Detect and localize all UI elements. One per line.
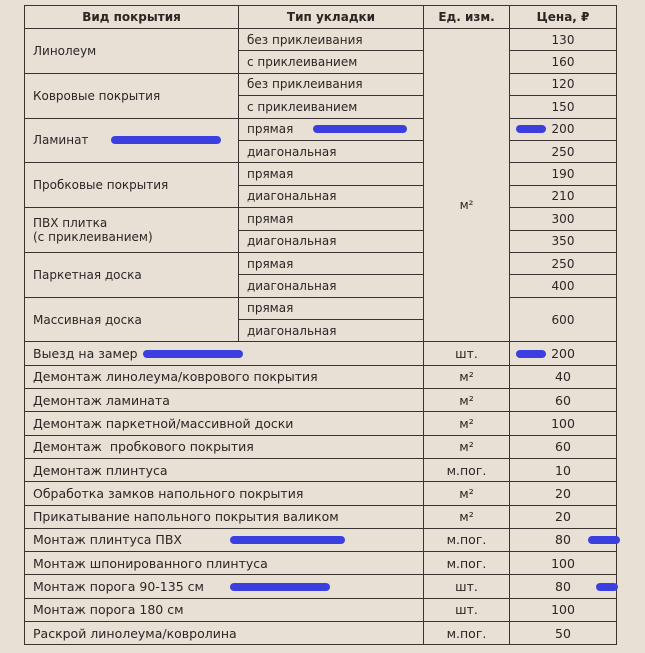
highlight-mark (313, 125, 407, 133)
price: 250 (510, 252, 617, 274)
covering-name: Линолеум (25, 29, 239, 74)
highlight-mark (143, 350, 243, 358)
method: диагональная (239, 320, 424, 342)
highlight-mark (596, 583, 618, 591)
method: прямая (247, 122, 294, 137)
covering-cell (25, 208, 239, 253)
price: 210 (510, 185, 617, 207)
table-row (25, 208, 617, 230)
service-name: Выезд на замер (33, 346, 138, 362)
service-cell (25, 575, 424, 598)
service-row (25, 575, 617, 598)
header-row (25, 6, 617, 29)
service-name: Прикатывание напольного покрытия валиком (25, 505, 424, 528)
covering-name: Ламинат (33, 133, 89, 148)
price: 120 (510, 73, 617, 95)
highlight-mark (230, 583, 330, 591)
method: с приклеиванием (239, 96, 424, 118)
price: 350 (510, 230, 617, 252)
service-name: Демонтаж плинтуса (25, 458, 424, 481)
service-unit: м.пог. (424, 622, 510, 645)
table-row (25, 163, 617, 185)
service-price: 200 (551, 346, 575, 362)
price-cell (510, 575, 617, 598)
price: 200 (551, 122, 575, 137)
service-unit: м² (424, 365, 510, 388)
service-unit: м² (424, 482, 510, 505)
service-row (25, 342, 617, 365)
service-row (25, 505, 617, 528)
service-name: Монтаж плинтуса ПВХ (33, 532, 182, 548)
covering-cell (25, 118, 239, 163)
service-cell (25, 528, 424, 551)
method: диагональная (239, 275, 424, 297)
method: прямая (239, 208, 424, 230)
service-name: Демонтаж ламината (25, 389, 424, 412)
method: прямая (239, 163, 424, 185)
header-price: Цена, ₽ (510, 6, 617, 29)
method: диагональная (239, 140, 424, 162)
price-cell (510, 342, 617, 365)
method: диагональная (239, 230, 424, 252)
service-price: 100 (510, 552, 617, 575)
service-name: Демонтаж паркетной/массивной доски (25, 412, 424, 435)
service-unit: м² (424, 412, 510, 435)
service-name: Демонтаж пробкового покрытия (25, 435, 424, 458)
price-cell (510, 528, 617, 551)
header-method: Тип укладки (239, 6, 424, 29)
service-row (25, 552, 617, 575)
method: прямая (239, 297, 424, 319)
service-name: Раскрой линолеума/ковролина (25, 622, 424, 645)
service-unit: м.пог. (424, 458, 510, 481)
service-price: 80 (555, 579, 571, 595)
highlight-mark (516, 125, 546, 133)
price: 150 (510, 96, 617, 118)
price: 160 (510, 51, 617, 73)
service-price: 100 (510, 598, 617, 621)
covering-name: Пробковые покрытия (25, 163, 239, 208)
service-row (25, 458, 617, 481)
method: диагональная (239, 185, 424, 207)
shared-unit: м² (424, 29, 510, 342)
service-unit: м.пог. (424, 528, 510, 551)
service-unit: м² (424, 505, 510, 528)
covering-name: ПВХ плитка (33, 216, 108, 231)
highlight-mark (230, 536, 345, 544)
service-row (25, 365, 617, 388)
highlight-mark (111, 136, 221, 144)
covering-name: Массивная доска (25, 297, 239, 342)
method: прямая (239, 252, 424, 274)
service-price: 40 (510, 365, 617, 388)
covering-note: (с приклеиванием) (33, 230, 153, 245)
service-row (25, 412, 617, 435)
price-table (24, 5, 617, 645)
highlight-mark (516, 350, 546, 358)
service-price: 80 (555, 532, 571, 548)
table-row (25, 297, 617, 319)
method: без приклеивания (239, 73, 424, 95)
header-type: Вид покрытия (25, 6, 239, 29)
service-unit: м² (424, 389, 510, 412)
header-unit: Ед. изм. (424, 6, 510, 29)
service-row (25, 389, 617, 412)
service-row (25, 435, 617, 458)
price: 400 (510, 275, 617, 297)
price: 130 (510, 29, 617, 51)
method: с приклеиванием (239, 51, 424, 73)
service-price: 60 (510, 389, 617, 412)
table-row (25, 118, 617, 140)
service-name: Обработка замков напольного покрытия (25, 482, 424, 505)
table-row (25, 73, 617, 95)
service-unit: шт. (424, 342, 510, 365)
service-price: 60 (510, 435, 617, 458)
service-name: Демонтаж линолеума/коврового покрытия (25, 365, 424, 388)
highlight-mark (588, 536, 620, 544)
covering-name: Ковровые покрытия (25, 73, 239, 118)
table-row (25, 29, 617, 51)
service-row (25, 482, 617, 505)
method: без приклеивания (239, 29, 424, 51)
service-row (25, 622, 617, 645)
price: 600 (510, 297, 617, 342)
service-price: 20 (510, 505, 617, 528)
price: 250 (510, 140, 617, 162)
service-unit: м.пог. (424, 552, 510, 575)
service-row (25, 528, 617, 551)
price: 190 (510, 163, 617, 185)
service-price: 10 (510, 458, 617, 481)
covering-name: Паркетная доска (25, 252, 239, 297)
service-unit: шт. (424, 575, 510, 598)
service-price: 100 (510, 412, 617, 435)
service-name: Монтаж порога 90-135 см (33, 579, 204, 595)
service-price: 20 (510, 482, 617, 505)
service-cell (25, 342, 424, 365)
service-price: 50 (510, 622, 617, 645)
price: 300 (510, 208, 617, 230)
service-name: Монтаж шпонированного плинтуса (25, 552, 424, 575)
service-name: Монтаж порога 180 см (25, 598, 424, 621)
price-cell (510, 118, 617, 140)
service-unit: шт. (424, 598, 510, 621)
service-unit: м² (424, 435, 510, 458)
table-row (25, 252, 617, 274)
service-row (25, 598, 617, 621)
method-cell (239, 118, 424, 140)
